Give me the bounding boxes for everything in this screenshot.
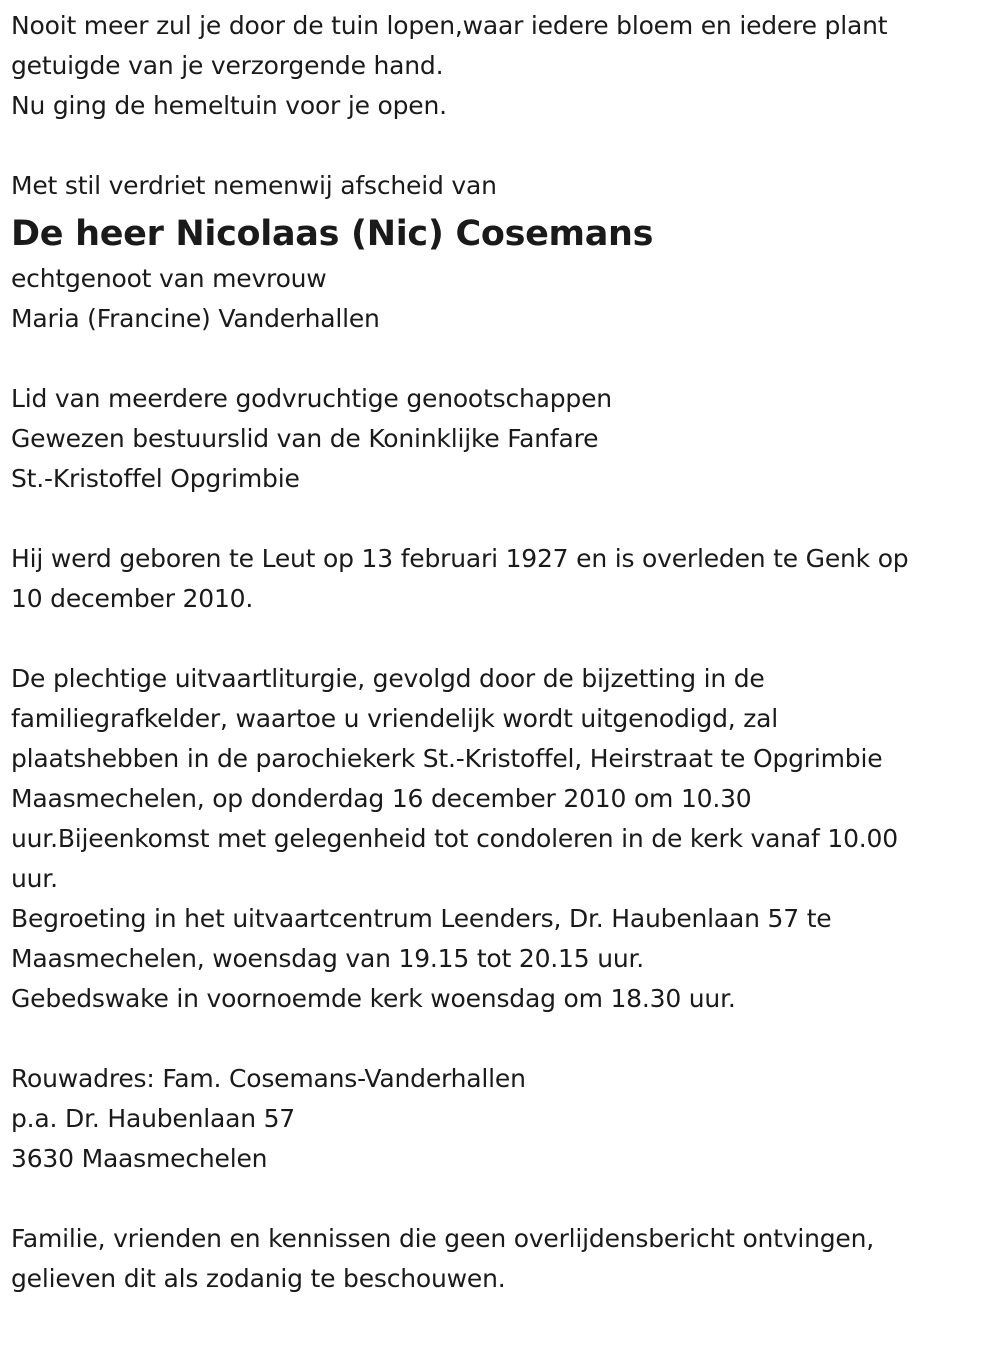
funeral-line: uur.Bijeenkomst met gelegenheid tot condoleren in de kerk vanaf 10.00 (11, 824, 898, 853)
spacer (11, 499, 991, 539)
obituary-notice (11, 6, 991, 1299)
address-line: p.a. Dr. Haubenlaan 57 (11, 1104, 296, 1133)
mourning-address (11, 1059, 991, 1179)
birth-death-info (11, 539, 991, 619)
spouse-line: echtgenoot van mevrouw (11, 264, 327, 293)
poem-line: getuigde van je verzorgende hand. (11, 51, 444, 80)
affiliation-line: Lid van meerdere godvruchtige genootschappen (11, 384, 612, 413)
intro-text: Met stil verdriet nemenwij afscheid van (11, 171, 497, 200)
funeral-line: Begroeting in het uitvaartcentrum Leenders, Dr. Haubenlaan 57 te (11, 904, 832, 933)
affiliation-line: Gewezen bestuurslid van de Koninklijke Fanfare (11, 424, 599, 453)
spacer (11, 1179, 991, 1219)
spacer (11, 126, 991, 166)
closing-note (11, 1219, 991, 1299)
funeral-line: familiegrafkelder, waartoe u vriendelijk wordt uitgenodigd, zal (11, 704, 779, 733)
poem-line: Nu ging de hemeltuin voor je open. (11, 91, 447, 120)
affiliation-line: St.-Kristoffel Opgrimbie (11, 464, 300, 493)
spouse-name: Maria (Francine) Vanderhallen (11, 304, 380, 333)
address-line: 3630 Maasmechelen (11, 1144, 268, 1173)
funeral-line: Gebedswake in voornoemde kerk woensdag om 18.30 uur. (11, 984, 736, 1013)
address-line: Rouwadres: Fam. Cosemans-Vanderhallen (11, 1064, 526, 1093)
birth-death-line: 10 december 2010. (11, 584, 254, 613)
funeral-line: uur. (11, 864, 58, 893)
poem-line: Nooit meer zul je door de tuin lopen,waar iedere bloem en iedere plant (11, 11, 888, 40)
closing-line: Familie, vrienden en kennissen die geen overlijdensbericht ontvingen, (11, 1224, 875, 1253)
funeral-line: Maasmechelen, op donderdag 16 december 2010 om 10.30 (11, 784, 752, 813)
poem (11, 6, 991, 126)
spacer (11, 1019, 991, 1059)
birth-death-line: Hij werd geboren te Leut op 13 februari 1927 en is overleden te Genk op (11, 544, 909, 573)
funeral-line: Maasmechelen, woensdag van 19.15 tot 20.15 uur. (11, 944, 645, 973)
funeral-line: De plechtige uitvaartliturgie, gevolgd door de bijzetting in de (11, 664, 765, 693)
closing-line: gelieven dit als zodanig te beschouwen. (11, 1264, 506, 1293)
spacer (11, 339, 991, 379)
deceased-name: De heer Nicolaas (Nic) Cosemans (11, 214, 654, 254)
affiliations (11, 379, 991, 499)
spacer (11, 619, 991, 659)
funeral-info (11, 659, 991, 1019)
funeral-line: plaatshebben in de parochiekerk St.-Kristoffel, Heirstraat te Opgrimbie (11, 744, 883, 773)
